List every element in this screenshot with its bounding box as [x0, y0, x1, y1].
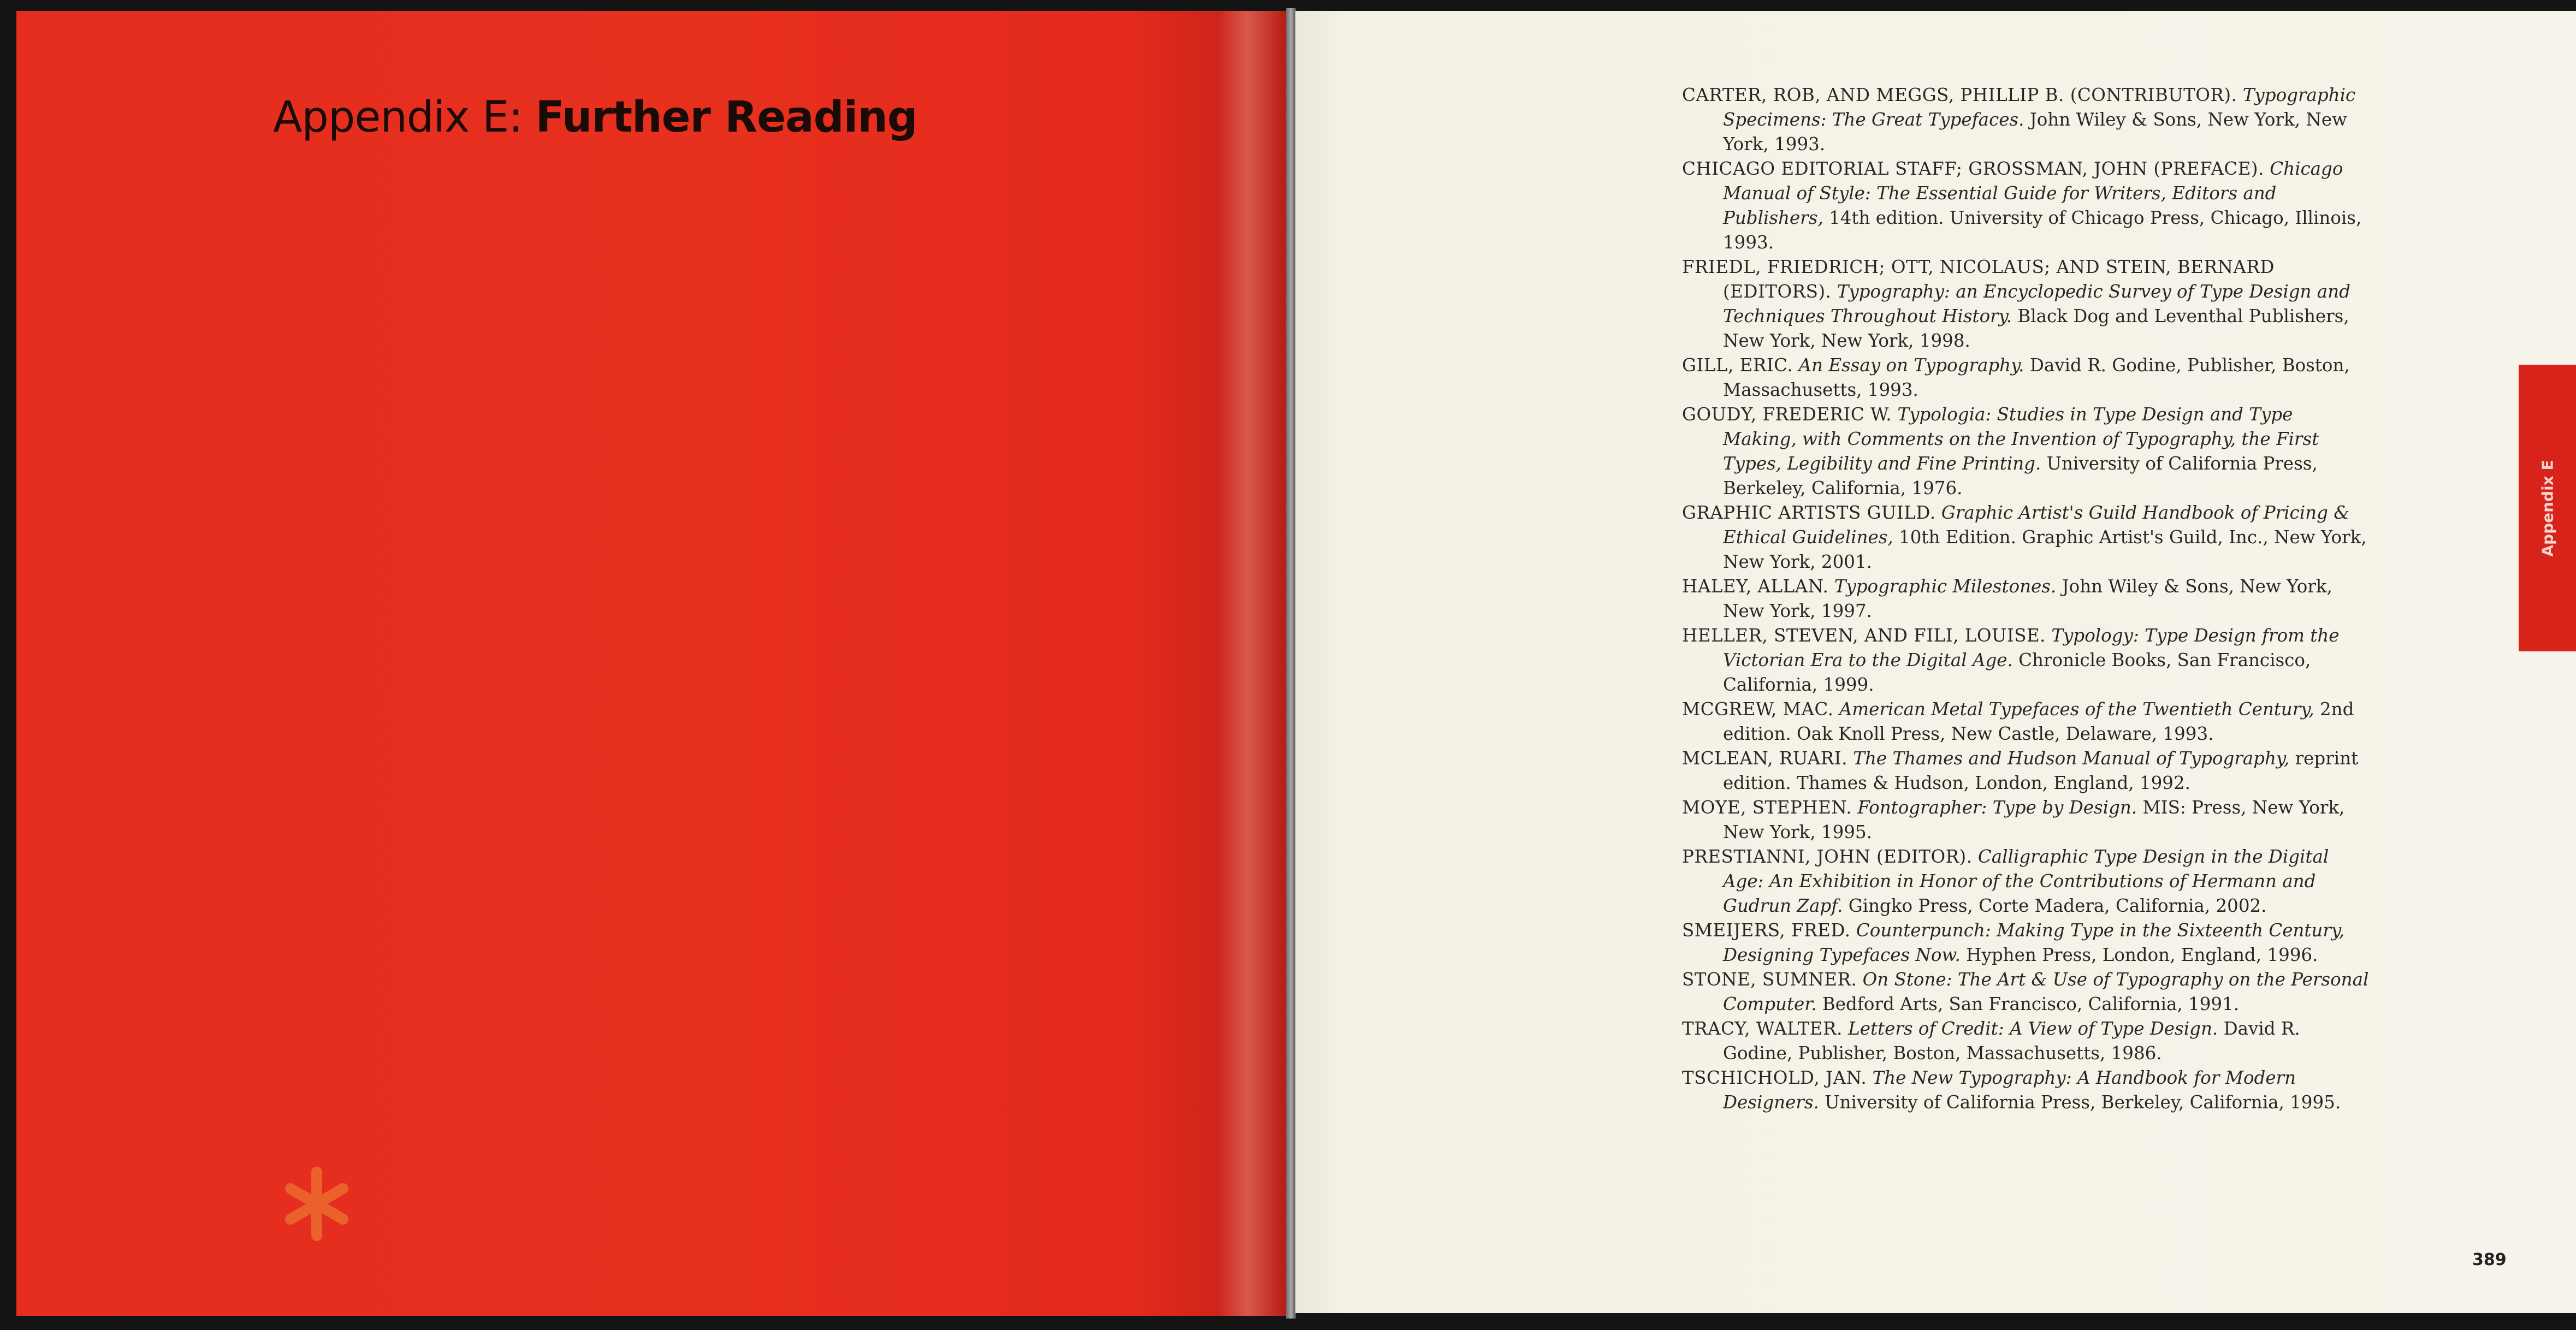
reference-title: The New Typography: A Handbook for Modern Designers.	[1723, 1067, 2296, 1113]
reference-details: Bedford Arts, San Francisco, California, 1991.	[1822, 994, 2240, 1014]
reference-details: David R. Godine, Publisher, Boston, Massachusetts, 1993.	[1723, 355, 2350, 400]
reference-entry	[1682, 157, 2370, 255]
reference-details: David R. Godine, Publisher, Boston, Massachusetts, 1986.	[1723, 1018, 2300, 1064]
reference-title: Typography: an Encyclopedic Survey of Type Design and Techniques Throughout History.	[1723, 281, 2350, 326]
asterisk-icon	[284, 1166, 350, 1242]
page-number: 389	[2472, 1250, 2507, 1269]
reference-details: University of California Press, Berkeley, California, 1976.	[1723, 453, 2318, 498]
reference-details: 14th edition. University of Chicago Press, Chicago, Illinois, 1993.	[1723, 207, 2362, 253]
reference-title: Typographic Specimens: The Great Typefaces.	[1723, 85, 2356, 130]
reference-entry	[1682, 83, 2370, 157]
section-tab	[2519, 365, 2576, 651]
reference-author: TRACY, WALTER.	[1682, 1018, 1843, 1039]
reference-author: CARTER, ROB, AND MEGGS, PHILLIP B. (CONTRIBUTOR).	[1682, 85, 2237, 105]
left-page	[16, 11, 1289, 1316]
reference-entry	[1682, 255, 2370, 353]
reference-entry	[1682, 845, 2370, 918]
reference-details: University of California Press, Berkeley, California, 1995.	[1825, 1092, 2341, 1113]
page-title	[273, 93, 917, 142]
reference-author: GOUDY, FREDERIC W.	[1682, 404, 1892, 425]
reference-author: GILL, ERIC.	[1682, 355, 1793, 376]
reference-entry	[1682, 574, 2370, 624]
reference-author: MOYE, STEPHEN.	[1682, 797, 1852, 818]
reference-title: An Essay on Typography.	[1798, 355, 2024, 376]
reference-author: GRAPHIC ARTISTS GUILD.	[1682, 502, 1936, 523]
reference-title: Typologia: Studies in Type Design and Type Making, with Comments on the Invention of Typography, the First Types, Legibility and Fine Printing.	[1723, 404, 2319, 474]
reference-details: 2nd edition. Oak Knoll Press, New Castle, Delaware, 1993.	[1723, 699, 2354, 744]
reference-details: John Wiley & Sons, New York, New York, 1997.	[1723, 576, 2332, 621]
reference-entry	[1682, 697, 2370, 746]
reference-list	[1682, 83, 2370, 1115]
reference-title: Typology: Type Design from the Victorian Era to the Digital Age.	[1723, 625, 2340, 670]
reference-title: Graphic Artist's Guild Handbook of Pricing & Ethical Guidelines,	[1723, 502, 2350, 548]
reference-entry	[1682, 402, 2370, 501]
reference-entry	[1682, 967, 2370, 1017]
reference-author: HELLER, STEVEN, AND FILI, LOUISE.	[1682, 625, 2046, 646]
reference-author: PRESTIANNI, JOHN (EDITOR).	[1682, 846, 1973, 867]
spine-glare	[1218, 11, 1283, 1316]
reference-details: Black Dog and Leventhal Publishers, New York, New York, 1998.	[1723, 306, 2349, 351]
reference-details: John Wiley & Sons, New York, New York, 1993.	[1723, 109, 2347, 155]
title-main: Further Reading	[535, 93, 917, 142]
reference-title: Fontographer: Type by Design.	[1857, 797, 2137, 818]
reference-author: TSCHICHOLD, JAN.	[1682, 1067, 1867, 1088]
reference-author: MCGREW, MAC.	[1682, 699, 1834, 720]
reference-title: Counterpunch: Making Type in the Sixteenth Century, Designing Typefaces Now.	[1723, 920, 2345, 965]
reference-entry	[1682, 746, 2370, 795]
title-prefix: Appendix E:	[273, 93, 536, 142]
reference-entry	[1682, 918, 2370, 967]
reference-title: Letters of Credit: A View of Type Design.	[1848, 1018, 2218, 1039]
reference-entry	[1682, 1017, 2370, 1066]
reference-entry	[1682, 501, 2370, 574]
right-page	[1295, 11, 2576, 1313]
reference-title: American Metal Typefaces of the Twentieth Century,	[1839, 699, 2314, 720]
reference-author: STONE, SUMNER.	[1682, 969, 1857, 990]
reference-entry	[1682, 1066, 2370, 1115]
reference-author: FRIEDL, FRIEDRICH; OTT, NICOLAUS; AND STEIN, BERNARD (EDITORS).	[1682, 257, 2275, 302]
reference-details: reprint edition. Thames & Hudson, London, England, 1992.	[1723, 748, 2359, 793]
reference-title: Chicago Manual of Style: The Essential Guide for Writers, Editors and Publishers,	[1723, 158, 2343, 228]
reference-details: Gingko Press, Corte Madera, California, 2002.	[1848, 895, 2267, 916]
reference-entry	[1682, 353, 2370, 402]
reference-title: On Stone: The Art & Use of Typography on the Personal Computer.	[1723, 969, 2369, 1014]
reference-details: Hyphen Press, London, England, 1996.	[1966, 945, 2318, 965]
reference-author: HALEY, ALLAN.	[1682, 576, 1829, 597]
reference-entry	[1682, 795, 2370, 845]
reference-details: Chronicle Books, San Francisco, California, 1999.	[1723, 650, 2311, 695]
reference-details: 10th Edition. Graphic Artist's Guild, Inc., New York, New York, 2001.	[1723, 527, 2367, 572]
section-tab-label: Appendix E	[2538, 459, 2556, 557]
reference-author: CHICAGO EDITORIAL STAFF; GROSSMAN, JOHN (PREFACE).	[1682, 158, 2264, 179]
reference-entry	[1682, 624, 2370, 697]
reference-author: SMEIJERS, FRED.	[1682, 920, 1851, 941]
reference-title: Typographic Milestones.	[1834, 576, 2057, 597]
reference-title: Calligraphic Type Design in the Digital Age: An Exhibition in Honor of the Contributions of Hermann and Gudrun Zapf.	[1723, 846, 2329, 916]
book-gutter	[1286, 8, 1296, 1319]
reference-author: MCLEAN, RUARI.	[1682, 748, 1847, 769]
reference-details: MIS: Press, New York, New York, 1995.	[1723, 797, 2345, 842]
reference-title: The Thames and Hudson Manual of Typography,	[1853, 748, 2290, 769]
